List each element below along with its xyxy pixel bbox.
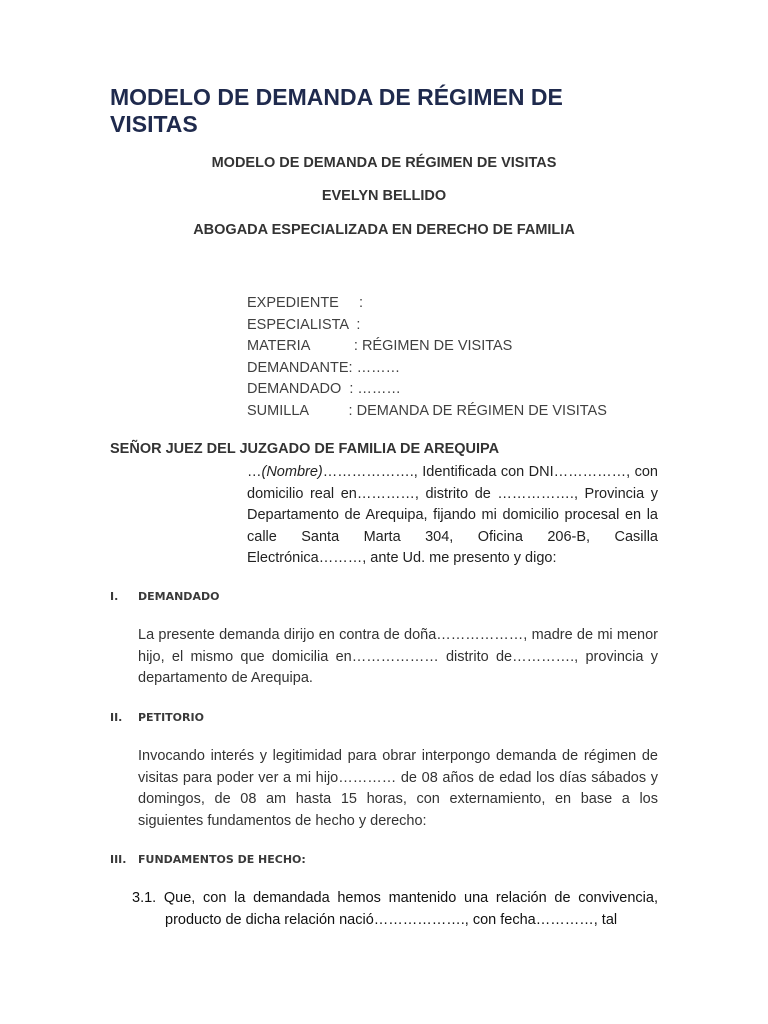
author-role: ABOGADA ESPECIALIZADA EN DERECHO DE FAMILIA: [193, 222, 575, 238]
section-title: FUNDAMENTOS DE HECHO:: [138, 853, 306, 866]
section-heading-demandado: [110, 590, 219, 603]
field-sumilla: SUMILLA : DEMANDA DE RÉGIMEN DE VISITAS: [247, 402, 607, 419]
case-header-fields: [247, 293, 607, 423]
section-heading-fundamentos: [110, 853, 306, 866]
intro-prefix: …: [247, 464, 262, 480]
intro-body: ………………., Identificada con DNI……………, con domicilio real en…………, distrito de ……………., Provincia y Departamento de Arequipa, fijando mi domicilio procesal en la calle Santa Marta 304, Oficina 206-B, Casilla Electrónica………, ante Ud. me presento y digo:: [247, 464, 658, 567]
intro-paragraph: [247, 462, 658, 570]
name-placeholder: (Nombre): [261, 464, 323, 480]
section-heading-petitorio: [110, 711, 204, 724]
field-demandado: DEMANDADO : ………: [247, 381, 401, 398]
field-especialista: ESPECIALISTA :: [247, 316, 361, 333]
author-name: EVELYN BELLIDO: [321, 188, 447, 204]
field-materia: MATERIA : RÉGIMEN DE VISITAS: [247, 338, 513, 355]
section-title: PETITORIO: [138, 711, 204, 724]
field-demandante: DEMANDANTE: ………: [247, 359, 401, 376]
section-number: II.: [110, 711, 123, 724]
field-expediente: EXPEDIENTE :: [247, 295, 364, 311]
section-title: DEMANDADO: [138, 590, 220, 603]
section-text-demandado: La presente demanda dirijo en contra de doña………………, madre de mi menor hijo, el mismo que domicilia en……………… distrito de…………., provincia y departamento de Arequipa.: [138, 627, 658, 687]
section-number: I.: [110, 590, 119, 603]
document-title: MODELO DE DEMANDA DE RÉGIMEN DE VISITAS: [110, 84, 563, 137]
document-subtitle: MODELO DE DEMANDA DE RÉGIMEN DE VISITAS: [211, 155, 557, 171]
addressee: SEÑOR JUEZ DEL JUZGADO DE FAMILIA DE AREQUIPA: [110, 441, 500, 457]
section-text-petitorio: Invocando interés y legitimidad para obrar interpongo demanda de régimen de visitas para poder ver a mi hijo………… de 08 años de edad los días sábados y domingos, de 08 am hasta 15 horas, con externamiento, en base a los siguientes fundamentos de hecho y derecho:: [138, 748, 658, 829]
list-item: 3.1. Que, con la demandada hemos mantenido una relación de convivencia, producto de dicha relación nació………………., con fecha…………, tal: [132, 890, 658, 928]
section-number: III.: [110, 853, 127, 866]
